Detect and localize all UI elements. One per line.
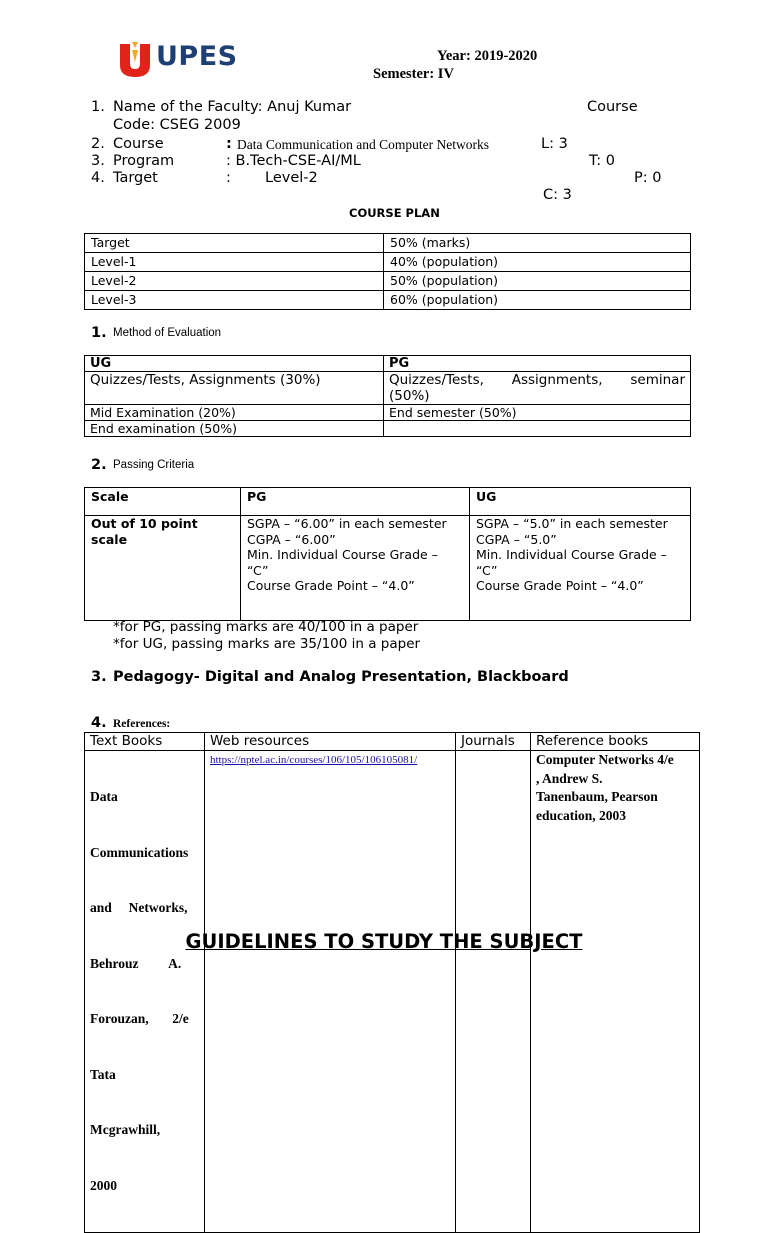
- cell-text: Assignments,: [511, 372, 603, 388]
- text-line: Behrouz A.: [90, 955, 182, 971]
- table-cell: Mid Examination (20%): [85, 405, 384, 421]
- table-cell: Level-3: [85, 291, 384, 310]
- table-header-text-books: Text Books: [85, 733, 205, 751]
- course-code-label: Course: [587, 99, 638, 115]
- upes-logo-mark-icon: [118, 40, 152, 78]
- table-cell: End semester (50%): [384, 405, 691, 421]
- reference-books-cell: [531, 751, 700, 1233]
- evaluation-table: [84, 355, 691, 437]
- table-cell: Quizzes/Tests, Assignments (30%): [85, 372, 384, 405]
- table-row: [85, 516, 691, 621]
- criteria-line: Min. Individual Course Grade –: [247, 547, 438, 562]
- upes-logo: [118, 40, 243, 78]
- section-2-title: Passing Criteria: [113, 459, 195, 471]
- pedagogy: Pedagogy- Digital and Analog Presentation, Blackboard: [113, 669, 569, 685]
- table-cell: Level-1: [85, 253, 384, 272]
- table-row: [85, 234, 691, 253]
- target-table: [84, 233, 691, 310]
- text-line: Computer Networks 4/e: [536, 752, 674, 767]
- text-line: Data: [90, 789, 118, 804]
- program-label: Program: [113, 153, 175, 169]
- target-value: Level-2: [265, 170, 318, 186]
- section-1-title: Method of Evaluation: [113, 327, 222, 339]
- table-header-ug: UG: [470, 488, 691, 516]
- item-3-number: 3.: [91, 153, 105, 169]
- pg-criteria-cell: [241, 516, 470, 621]
- table-cell: 40% (population): [384, 253, 691, 272]
- table-header-ug: UG: [85, 356, 384, 372]
- course-plan-heading: COURSE PLAN: [349, 206, 440, 220]
- note-ug: *for UG, passing marks are 35/100 in a paper: [113, 635, 421, 652]
- table-header-reference-books: Reference books: [531, 733, 700, 751]
- table-cell: 50% (marks): [384, 234, 691, 253]
- criteria-line: Min. Individual Course Grade –: [476, 547, 667, 562]
- web-resources-cell: [205, 751, 456, 1233]
- passing-notes: [113, 619, 420, 652]
- table-header-journals: Journals: [456, 733, 531, 751]
- text-line: , Andrew S.: [536, 770, 603, 786]
- item-1-number: 1.: [91, 99, 105, 115]
- table-cell: 50% (population): [384, 272, 691, 291]
- credits: C: 3: [543, 187, 572, 203]
- section-3-number: 3.: [91, 669, 107, 685]
- table-row: [85, 751, 700, 1233]
- table-header-scale: Scale: [85, 488, 241, 516]
- item-4-number: 4.: [91, 170, 105, 186]
- table-header-pg: PG: [384, 356, 691, 372]
- table-cell: Target: [85, 234, 384, 253]
- practical-hours: P: 0: [634, 170, 662, 186]
- text-line: Forouzan, 2/e: [90, 1011, 189, 1026]
- criteria-line: “C”: [247, 562, 269, 578]
- text-line: education, 2003: [536, 807, 627, 823]
- criteria-line: CGPA – “6.00”: [247, 531, 336, 547]
- semester: Semester: IV: [373, 66, 454, 82]
- upes-logo-text: UPES: [156, 41, 238, 72]
- criteria-line: SGPA – “6.00” in each semester: [247, 516, 447, 531]
- table-row: [85, 405, 691, 421]
- target-label: Target: [113, 170, 158, 186]
- scale-cell: Out of 10 point scale: [85, 516, 241, 621]
- text-line: and Networks,: [90, 900, 188, 915]
- course-name: Data Communication and Computer Networks: [237, 137, 489, 152]
- section-2-number: 2.: [91, 457, 107, 473]
- table-row: [85, 733, 700, 751]
- table-header-web-resources: Web resources: [205, 733, 456, 751]
- table-cell: [384, 421, 691, 437]
- tutorial-hours: T: 0: [589, 153, 615, 169]
- cell-text: (50%): [389, 388, 430, 404]
- cell-text: Quizzes/Tests,: [389, 372, 484, 388]
- text-books-cell: [85, 751, 205, 1233]
- year: Year: 2019-2020: [437, 48, 538, 64]
- program-value: : B.Tech-CSE-AI/ML: [226, 153, 361, 169]
- table-cell: Level-2: [85, 272, 384, 291]
- text-line: Mcgrawhill,: [90, 1122, 161, 1137]
- table-row: [85, 421, 691, 437]
- table-row: [85, 488, 691, 516]
- target-colon: :: [226, 170, 231, 186]
- passing-criteria-table: [84, 487, 691, 621]
- table-cell: 60% (population): [384, 291, 691, 310]
- text-line: Tata: [90, 1066, 116, 1082]
- table-cell: End examination (50%): [85, 421, 384, 437]
- text-line: Communications: [90, 844, 189, 860]
- course-code: Code: CSEG 2009: [113, 117, 241, 133]
- text-line: Tanenbaum, Pearson: [536, 789, 658, 804]
- section-4-title: References:: [113, 718, 171, 730]
- table-row: [85, 291, 691, 310]
- journals-cell: [456, 751, 531, 1233]
- ug-criteria-cell: [470, 516, 691, 621]
- note-pg: *for PG, passing marks are 40/100 in a paper: [113, 619, 419, 635]
- table-cell: [384, 372, 691, 405]
- criteria-line: “C”: [476, 562, 498, 578]
- references-table: [84, 732, 700, 1233]
- guidelines-heading: GUIDELINES TO STUDY THE SUBJECT: [185, 930, 583, 953]
- table-row: [85, 253, 691, 272]
- criteria-line: Course Grade Point – “4.0”: [247, 578, 415, 593]
- faculty-name: Name of the Faculty: Anuj Kumar: [113, 99, 352, 115]
- section-1-number: 1.: [91, 325, 107, 341]
- table-row: [85, 356, 691, 372]
- table-row: [85, 372, 691, 405]
- lecture-hours: L: 3: [541, 136, 568, 152]
- item-2-number: 2.: [91, 136, 105, 152]
- section-4-number: 4.: [91, 715, 107, 731]
- criteria-line: CGPA – “5.0”: [476, 531, 557, 547]
- course-label: Course: [113, 136, 164, 152]
- cell-text: seminar: [630, 372, 685, 388]
- nptel-link[interactable]: https://nptel.ac.in/courses/106/105/106105081/: [210, 754, 418, 766]
- criteria-line: Course Grade Point – “4.0”: [476, 578, 644, 593]
- criteria-line: SGPA – “5.0” in each semester: [476, 516, 668, 531]
- course-colon: :: [226, 136, 232, 152]
- table-row: [85, 272, 691, 291]
- text-line: 2000: [90, 1177, 117, 1193]
- table-header-pg: PG: [241, 488, 470, 516]
